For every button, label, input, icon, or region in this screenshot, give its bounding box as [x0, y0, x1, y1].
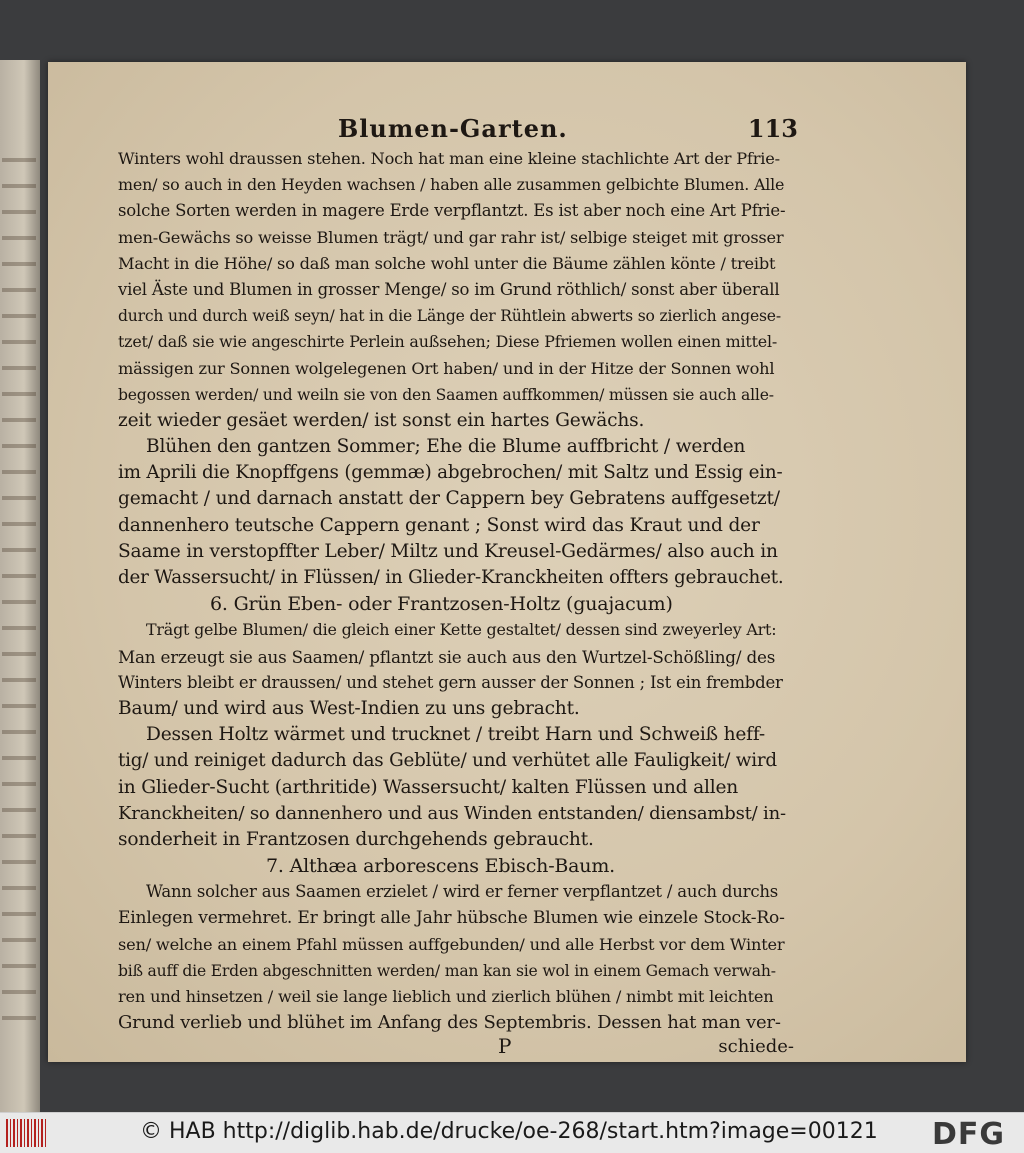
- text-line: mässigen zur Sonnen wolgelegenen Ort haben/ und in der Hitze der Sonnen wohl: [118, 358, 775, 378]
- page-number: 113: [747, 114, 798, 143]
- text-line: Trägt gelbe Blumen/ die gleich einer Kette gestaltet/ dessen sind zweyerley Art:: [146, 620, 777, 640]
- hab-logo-icon: [6, 1119, 46, 1147]
- text-line: Einlegen vermehret. Er bringt alle Jahr hübsche Blumen wie einzele Stock-Ro-: [118, 908, 785, 929]
- text-line: men/ so auch in den Heyden wachsen / haben alle zusammen gelbichte Blumen. Alle: [118, 175, 785, 195]
- text-line: zeit wieder gesäet werden/ ist sonst ein hartes Gewächs.: [118, 409, 645, 431]
- text-line: Kranckheiten/ so dannenhero und aus Winden entstanden/ diensambst/ in-: [118, 802, 786, 824]
- text-line: im Aprili die Knopffgens (gemmæ) abgebrochen/ mit Saltz und Essig ein-: [118, 462, 783, 484]
- text-line: Dessen Holtz wärmet und trucknet / treibt Harn und Schweiß heff-: [146, 724, 765, 746]
- section-heading: 7. Althæa arborescens Ebisch-Baum.: [266, 855, 616, 878]
- text-line: gemacht / und darnach anstatt der Cappern bey Gebratens auffgesetzt/: [118, 488, 780, 510]
- text-line: durch und durch weiß seyn/ hat in die Länge der Rühtlein abwerts so zierlich angese-: [118, 307, 781, 326]
- text-line: Winters bleibt er draussen/ und stehet gern ausser der Sonnen ; Ist ein frembder: [118, 672, 783, 692]
- text-line: Grund verlieb und blühet im Anfang des Septembris. Dessen hat man ver-: [118, 1012, 781, 1034]
- page-content: [118, 112, 798, 1059]
- text-line: Wann solcher aus Saamen erzielet / wird er ferner verpflantzet / auch durchs: [146, 882, 779, 902]
- copyright-link[interactable]: © HAB http://diglib.hab.de/drucke/oe-268/start.htm?image=00121: [140, 1119, 878, 1144]
- text-line: tzet/ daß sie wie angeschirte Perlein außsehen; Diese Pfriemen wollen einen mittel-: [118, 332, 778, 352]
- text-line: tig/ und reiniget dadurch das Geblüte/ und verhütet alle Fauligkeit/ wird: [118, 750, 777, 772]
- text-line: begossen werden/ und weiln sie von den Saamen auffkommen/ müssen sie auch alle-: [118, 385, 774, 404]
- text-body: [118, 146, 786, 1036]
- text-line: ren und hinsetzen / weil sie lange lieblich und zierlich blühen / nimbt mit leichten: [118, 987, 774, 1006]
- text-line: Macht in die Höhe/ so daß man solche wohl unter die Bäume zählen könte / treibt: [118, 253, 776, 273]
- text-line: viel Äste und Blumen in grosser Menge/ so im Grund röthlich/ sonst aber überall: [118, 279, 780, 299]
- page-footer: [118, 1034, 794, 1064]
- text-line: Blühen den gantzen Sommer; Ehe die Blume auffbricht / werden: [146, 436, 746, 458]
- text-line: biß auff die Erden abgeschnitten werden/ man kan sie wol in einem Gemach verwah-: [118, 961, 776, 980]
- facing-page-text-fragment: [2, 140, 36, 1040]
- text-line: men-Gewächs so weisse Blumen trägt/ und gar rahr ist/ selbige steiget mit grosser: [118, 227, 784, 247]
- text-line: Man erzeugt sie aus Saamen/ pflantzt sie auch aus den Wurtzel-Schößling/ des: [118, 646, 776, 667]
- book-page: [48, 62, 966, 1062]
- catchword: schiede-: [718, 1036, 794, 1058]
- viewer-footer-bar: [0, 1112, 1024, 1153]
- text-line: sonderheit in Frantzosen durchgehends gebraucht.: [118, 828, 594, 850]
- dfg-logo: DFG: [932, 1117, 1006, 1152]
- signature-mark: P: [498, 1034, 512, 1059]
- text-line: Saame in verstopffter Leber/ Miltz und Kreusel-Gedärmes/ also auch in: [118, 540, 778, 562]
- page-header: [118, 112, 798, 146]
- text-line: sen/ welche an einem Pfahl müssen auffgebunden/ und alle Herbst vor dem Winter: [118, 934, 785, 954]
- text-line: Baum/ und wird aus West-Indien zu uns gebracht.: [118, 697, 580, 719]
- facing-page-edge: [0, 60, 40, 1112]
- section-heading: 6. Grün Eben- oder Frantzosen-Holtz (guajacum): [210, 593, 673, 616]
- text-line: in Glieder-Sucht (arthritide) Wassersucht/ kalten Flüssen und allen: [118, 776, 739, 798]
- text-line: Winters wohl draussen stehen. Noch hat man eine kleine stachlichte Art der Pfrie-: [118, 149, 780, 168]
- text-line: solche Sorten werden in magere Erde verpflantzt. Es ist aber noch eine Art Pfrie-: [118, 201, 786, 221]
- text-line: der Wassersucht/ in Flüssen/ in Glieder-Kranckheiten offters gebrauchet.: [118, 567, 784, 588]
- running-title: Blumen-Garten.: [338, 114, 568, 143]
- text-line: dannenhero teutsche Cappern genant ; Sonst wird das Kraut und der: [118, 514, 760, 536]
